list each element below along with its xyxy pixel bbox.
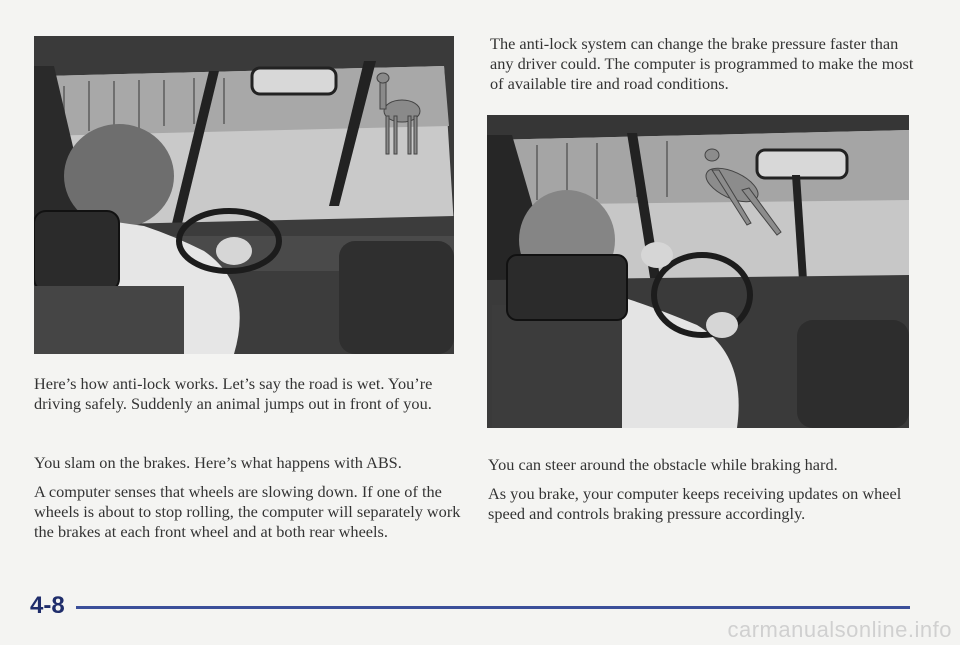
paragraph-steer-around: You can steer around the obstacle while braking hard. [488, 455, 838, 474]
paragraph-anti-lock-intro: Here’s how anti-lock works. Let’s say the road is wet. You’re driving safely. Suddenly an animal jumps out in front of you. [34, 374, 433, 413]
driver-deer-ahead-illustration [34, 36, 454, 354]
paragraph-wheel-speed-updates: As you brake, your computer keeps receiving updates on wheel speed and controls braking pressure accordingly. [488, 484, 902, 523]
footer-rule [76, 606, 910, 609]
illustration-drawing [487, 115, 909, 428]
page-number: 4-8 [30, 592, 65, 619]
paragraph-slam-brakes: You slam on the brakes. Here’s what happens with ABS. [34, 453, 402, 472]
illustration-drawing [34, 36, 454, 354]
paragraph-computer-senses: A computer senses that wheels are slowing down. If one of the wheels is about to stop rolling, the computer will separately work the brakes at each front wheel and at both rear wheels. [34, 482, 461, 541]
driver-steering-around-deer-illustration [487, 115, 909, 428]
watermark: carmanualsonline.info [727, 617, 952, 642]
paragraph-brake-pressure: The anti-lock system can change the brake pressure faster than any driver could. The computer is programmed to make the most of available tire and road conditions. [490, 34, 914, 93]
